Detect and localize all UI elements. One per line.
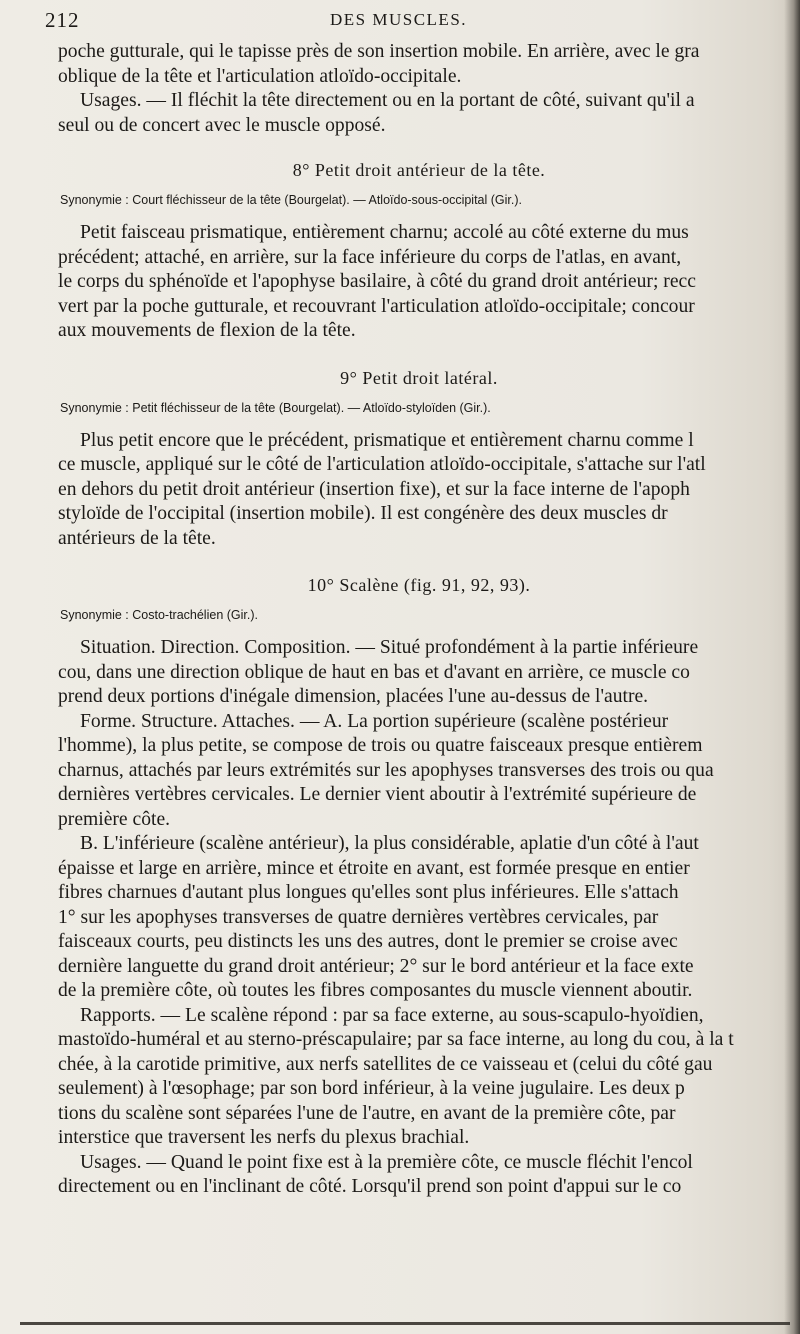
text-line: oblique de la tête et l'articulation atloïdo-occipitale. <box>58 65 462 87</box>
synonymy-note: Synonymie : Petit fléchisseur de la tête (Bourgelat). — Atloïdo-styloïden (Gir.). <box>60 400 491 415</box>
section-paragraph <box>58 636 780 1200</box>
running-header <box>0 8 800 34</box>
page-number: 212 <box>45 8 80 32</box>
text-line: en dehors du petit droit antérieur (insertion fixe), et sur la face interne de l'apoph <box>58 478 690 500</box>
text-line: faisceaux courts, peu distincts les uns des autres, dont le premier se croise avec <box>58 931 678 952</box>
text-line: Usages. — Quand le point fixe est à la première côte, ce muscle fléchit l'encol <box>80 1151 693 1173</box>
section-paragraph <box>58 221 780 344</box>
page-body <box>58 40 780 1200</box>
text-line: de la première côte, où toutes les fibres composantes du muscle viennent aboutir. <box>58 980 693 1001</box>
text-line: prend deux portions d'inégale dimension, placées l'une au-dessus de l'autre. <box>58 686 649 707</box>
section-heading: 9° Petit droit latéral. <box>340 367 498 388</box>
text-line: directement ou en l'inclinant de côté. Lorsqu'il prend son point d'appui sur le co <box>58 1176 682 1197</box>
text-line: 1° sur les apophyses transverses de quatre dernières vertèbres cervicales, par <box>58 906 659 928</box>
section-paragraph <box>58 429 780 552</box>
text-line: Petit faisceau prismatique, entièrement charnu; accolé au côté externe du mus <box>80 222 689 243</box>
page-bottom-edge <box>20 1322 790 1325</box>
text-line: le corps du sphénoïde et l'apophyse basilaire, à côté du grand droit antérieur; recc <box>58 271 696 292</box>
text-line: vert par la poche gutturale, et recouvrant l'articulation atloïdo-occipitale; concour <box>58 295 695 317</box>
synonymy-note: Synonymie : Court fléchisseur de la tête (Bourgelat). — Atloïdo-sous-occipital (Gir.). <box>60 193 522 207</box>
text-line: première côte. <box>58 808 171 830</box>
text-line: dernières vertèbres cervicales. Le dernier vient aboutir à l'extrémité supérieure de <box>58 784 697 805</box>
text-line: Rapports. — Le scalène répond : par sa face externe, au sous-scapulo-hyoïdien, <box>80 1004 704 1026</box>
text-line: mastoïdo-huméral et au sterno-préscapulaire; par sa face interne, au long du cou, à la t <box>58 1029 734 1050</box>
text-line: Plus petit encore que le précédent, prismatique et entièrement charnu comme l <box>80 429 694 451</box>
text-line: seul ou de concert avec le muscle opposé. <box>58 114 386 136</box>
text-line: Forme. Structure. Attaches. — A. La portion supérieure (scalène postérieur <box>80 710 669 732</box>
running-title: DES MUSCLES. <box>330 10 468 29</box>
text-line: ce muscle, appliqué sur le côté de l'articulation atloïdo-occipitale, s'attache sur l'atl <box>58 454 706 475</box>
text-line: aux mouvements de flexion de la tête. <box>58 320 356 341</box>
text-line: seulement) à l'œsophage; par son bord inférieur, à la veine jugulaire. Les deux p <box>58 1078 685 1099</box>
text-line: tions du scalène sont séparées l'une de l'autre, en avant de la première côte, par <box>58 1102 676 1124</box>
book-gutter-shadow <box>784 0 800 1334</box>
section-heading: 10° Scalène (fig. 91, 92, 93). <box>307 575 531 595</box>
text-line: Situation. Direction. Composition. — Situé profondément à la partie inférieure <box>80 637 699 658</box>
section-heading: 8° Petit droit antérieur de la tête. <box>292 160 546 180</box>
text-line: cou, dans une direction oblique de haut en bas et d'avant en arrière, ce muscle co <box>58 661 690 683</box>
intro-paragraph <box>58 40 780 138</box>
text-line: fibres charnues d'autant plus longues qu'elles sont plus inférieures. Elle s'attach <box>58 882 679 903</box>
text-line: précédent; attaché, en arrière, sur la face inférieure du corps de l'atlas, en avant, <box>58 246 682 268</box>
text-line: charnus, attachés par leurs extrémités sur les apophyses transverses des trois ou qua <box>58 759 714 781</box>
text-line: épaisse et large en arrière, mince et étroite en avant, est formée presque en entier <box>58 857 690 879</box>
text-line: antérieurs de la tête. <box>58 527 216 549</box>
text-line: interstice que traversent les nerfs du plexus brachial. <box>58 1127 470 1148</box>
text-line: dernière languette du grand droit antérieur; 2° sur le bord antérieur et la face exte <box>58 955 694 977</box>
text-line: l'homme), la plus petite, se compose de trois ou quatre faisceaux presque entièrem <box>58 735 703 756</box>
text-line: Usages. — Il fléchit la tête directement ou en la portant de côté, suivant qu'il a <box>80 90 695 111</box>
text-line: styloïde de l'occipital (insertion mobile). Il est congénère des deux muscles dr <box>58 503 668 524</box>
text-line: B. L'inférieure (scalène antérieur), la plus considérable, aplatie d'un côté à l'aut <box>80 833 699 854</box>
synonymy-note: Synonymie : Costo-trachélien (Gir.). <box>60 608 258 622</box>
text-line: poche gutturale, qui le tapisse près de son insertion mobile. En arrière, avec le gra <box>58 41 700 62</box>
text-line: chée, à la carotide primitive, aux nerfs satellites de ce vaisseau et (celui du côté gau <box>58 1053 713 1075</box>
